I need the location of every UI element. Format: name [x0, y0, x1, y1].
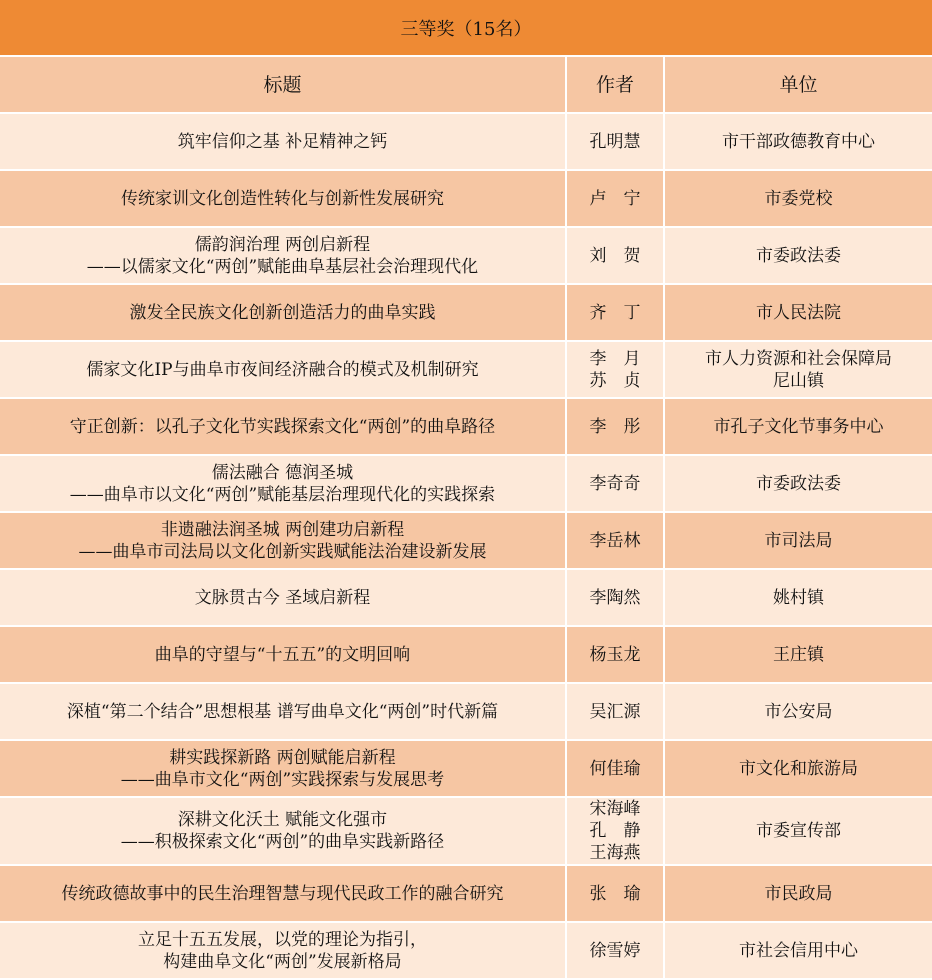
cell-title-line: 筑牢信仰之基 补足精神之钙	[177, 131, 388, 152]
cell-unit-line: 市司法局	[764, 530, 833, 551]
cell-title	[0, 866, 567, 921]
cell-title	[0, 627, 567, 682]
cell-author-line: 吴汇源	[589, 701, 641, 722]
cell-unit-line: 姚村镇	[773, 587, 824, 608]
cell-title-line: 文脉贯古今 圣域启新程	[194, 587, 371, 608]
cell-author-line: 杨玉龙	[589, 644, 641, 665]
cell-author	[567, 114, 665, 169]
cell-title	[0, 285, 567, 340]
cell-author	[567, 923, 665, 978]
cell-author	[567, 399, 665, 454]
cell-title-line: 传统政德故事中的民生治理智慧与现代民政工作的融合研究	[61, 883, 504, 904]
header-title: 标题	[0, 57, 567, 112]
cell-title-line: 曲阜的守望与“十五五”的文明回响	[154, 644, 411, 665]
cell-unit	[665, 228, 932, 283]
cell-title-line: 非遗融法润圣城 两创建功启新程	[160, 519, 405, 540]
cell-unit-line: 市孔子文化节事务中心	[713, 416, 884, 437]
cell-author-line: 孔 静	[589, 821, 641, 841]
cell-title	[0, 171, 567, 226]
cell-unit-line: 市人力资源和社会保障局	[705, 348, 892, 369]
cell-title	[0, 228, 567, 283]
cell-author-line: 徐雪婷	[589, 940, 641, 961]
cell-author	[567, 228, 665, 283]
table-row	[0, 741, 932, 798]
cell-unit	[665, 627, 932, 682]
table-row	[0, 171, 932, 228]
cell-title-line: ——曲阜市以文化“两创”赋能基层治理现代化的实践探索	[69, 484, 496, 505]
cell-author-line: 李 月	[589, 348, 641, 369]
cell-author	[567, 456, 665, 511]
cell-unit-line: 市委政法委	[756, 473, 841, 494]
cell-unit-line: 尼山镇	[773, 370, 824, 391]
cell-author	[567, 627, 665, 682]
table-row	[0, 798, 932, 866]
cell-author-line: 苏 贞	[589, 370, 641, 391]
cell-unit	[665, 923, 932, 978]
cell-unit-line: 市民政局	[764, 883, 833, 904]
cell-title-line: ——曲阜市文化“两创”实践探索与发展思考	[120, 769, 445, 790]
header-unit: 单位	[779, 73, 818, 96]
cell-title-line: 激发全民族文化创新创造活力的曲阜实践	[129, 302, 436, 323]
table-row	[0, 684, 932, 741]
cell-title	[0, 741, 567, 796]
cell-author-line: 李奇奇	[589, 473, 641, 494]
cell-author-line: 李岳林	[589, 530, 641, 551]
table-row	[0, 399, 932, 456]
cell-author	[567, 513, 665, 568]
table-row	[0, 513, 932, 570]
table-body	[0, 114, 932, 980]
cell-title-line: 儒韵润治理 两创启新程	[194, 234, 371, 255]
cell-unit-line: 市委宣传部	[756, 821, 841, 841]
cell-title	[0, 684, 567, 739]
cell-author	[567, 684, 665, 739]
cell-unit	[665, 399, 932, 454]
cell-title-line: ——曲阜市司法局以文化创新实践赋能法治建设新发展	[78, 541, 487, 562]
cell-title-line: ——以儒家文化“两创”赋能曲阜基层社会治理现代化	[86, 256, 479, 277]
table-row	[0, 866, 932, 923]
cell-title-line: 深耕文化沃土 赋能文化强市	[177, 810, 388, 830]
cell-title	[0, 114, 567, 169]
cell-unit-line: 市干部政德教育中心	[722, 131, 875, 152]
table-row	[0, 923, 932, 980]
cell-author-line: 何佳瑜	[589, 758, 641, 779]
table-row	[0, 570, 932, 627]
cell-unit	[665, 456, 932, 511]
cell-unit	[665, 285, 932, 340]
cell-unit-line: 市委政法委	[756, 245, 841, 266]
award-title: 三等奖（15名）	[0, 0, 932, 57]
cell-title	[0, 570, 567, 625]
table-header-row	[0, 57, 932, 114]
cell-unit	[665, 798, 932, 864]
cell-title	[0, 399, 567, 454]
cell-unit	[665, 114, 932, 169]
cell-author	[567, 285, 665, 340]
cell-author-line: 张 瑜	[589, 883, 641, 904]
cell-unit-line: 市公安局	[764, 701, 833, 722]
cell-unit-line: 市人民法院	[756, 302, 841, 323]
cell-title-line: 构建曲阜文化“两创”发展新格局	[163, 951, 402, 972]
table-row	[0, 456, 932, 513]
cell-title	[0, 923, 567, 978]
cell-author	[567, 342, 665, 397]
cell-author	[567, 798, 665, 864]
cell-title-line: 深植“第二个结合”思想根基 谱写曲阜文化“两创”时代新篇	[66, 701, 499, 722]
table-row	[0, 342, 932, 399]
cell-title-line: 儒法融合 德润圣城	[211, 462, 354, 483]
cell-author	[567, 570, 665, 625]
cell-title-line: ——积极探索文化“两创”的曲阜实践新路径	[120, 832, 445, 852]
header-author: 作者	[567, 57, 665, 112]
cell-unit-line: 市文化和旅游局	[739, 758, 858, 779]
table-row	[0, 228, 932, 285]
cell-unit	[665, 342, 932, 397]
cell-author-line: 王海燕	[589, 843, 641, 863]
cell-title-line: 儒家文化IP与曲阜市夜间经济融合的模式及机制研究	[86, 359, 479, 380]
cell-title	[0, 513, 567, 568]
cell-unit-line: 市委党校	[764, 188, 833, 209]
cell-author-line: 刘 贺	[589, 245, 641, 266]
table-row	[0, 114, 932, 171]
cell-title-line: 守正创新：以孔子文化节实践探索文化“两创”的曲阜路径	[69, 416, 496, 437]
cell-unit	[665, 866, 932, 921]
cell-unit-line: 王庄镇	[773, 644, 824, 665]
cell-author-line: 李陶然	[589, 587, 641, 608]
cell-author-line: 李 彤	[589, 416, 641, 437]
cell-unit	[665, 741, 932, 796]
cell-unit	[665, 684, 932, 739]
cell-author-line: 卢 宁	[589, 188, 641, 209]
cell-unit-line: 市社会信用中心	[739, 940, 858, 961]
cell-title	[0, 456, 567, 511]
cell-title-line: 耕实践探新路 两创赋能启新程	[169, 747, 396, 768]
cell-title	[0, 342, 567, 397]
table-row	[0, 627, 932, 684]
cell-author	[567, 866, 665, 921]
cell-title	[0, 798, 567, 864]
cell-author-line: 齐 丁	[589, 302, 641, 323]
cell-title-line: 传统家训文化创造性转化与创新性发展研究	[121, 188, 444, 209]
cell-title-line: 立足十五五发展，以党的理论为指引，	[138, 929, 427, 950]
cell-unit	[665, 570, 932, 625]
cell-author	[567, 741, 665, 796]
cell-author-line: 孔明慧	[589, 131, 641, 152]
cell-author-line: 宋海峰	[589, 799, 641, 819]
cell-unit	[665, 513, 932, 568]
cell-author	[567, 171, 665, 226]
cell-unit	[665, 171, 932, 226]
table-row	[0, 285, 932, 342]
